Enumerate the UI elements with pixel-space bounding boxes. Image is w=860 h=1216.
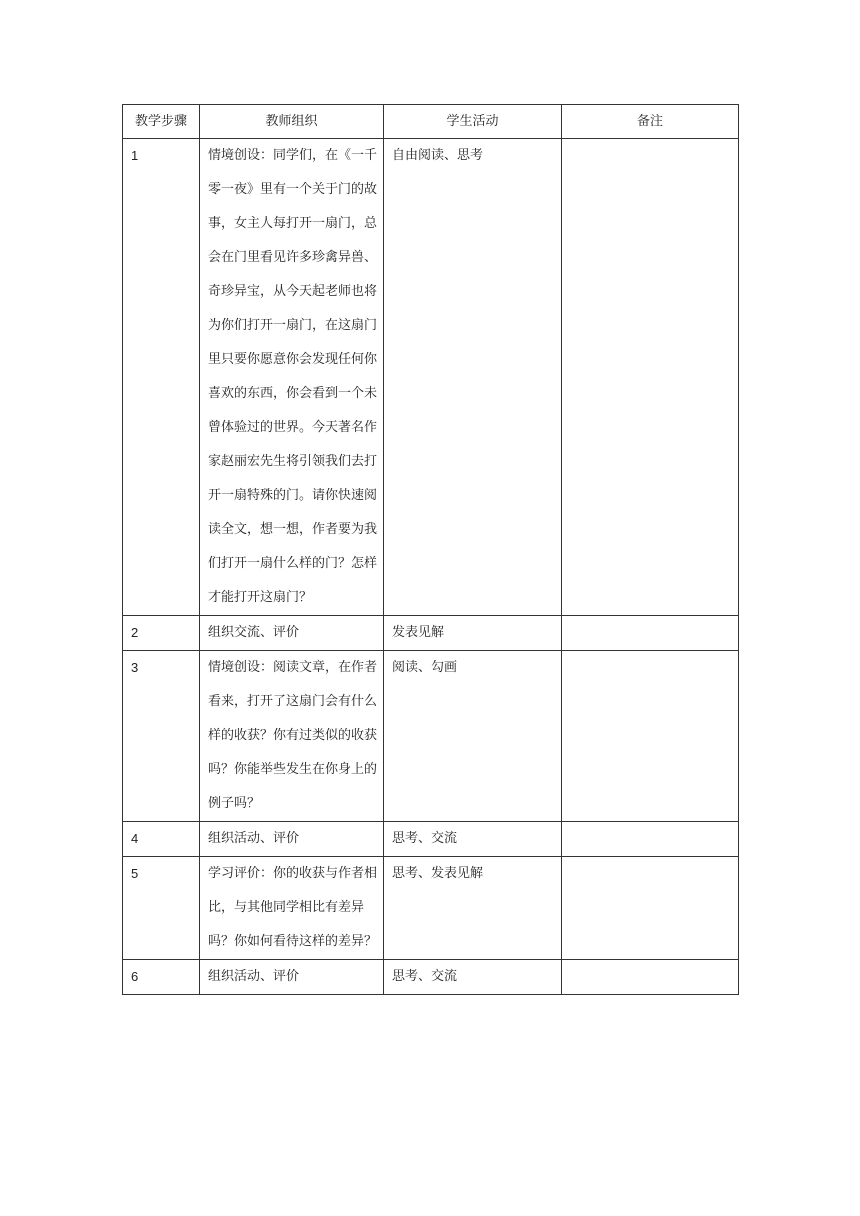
step-cell: 4 <box>123 822 200 857</box>
step-cell: 2 <box>123 616 200 651</box>
teacher-cell: 学习评价：你的收获与作者相比，与其他同学相比有差异吗？你如何看待这样的差异？ <box>200 857 384 960</box>
table-row <box>123 822 739 857</box>
header-teacher: 教师组织 <box>200 105 384 139</box>
student-cell: 发表见解 <box>384 616 562 651</box>
teacher-cell: 情境创设：同学们，在《一千零一夜》里有一个关于门的故事，女主人每打开一扇门，总会在门里看见许多珍禽异兽、奇珍异宝，从今天起老师也将为你们打开一扇门，在这扇门里只要你愿意你会发现任何你喜欢的东西，你会看到一个未曾体验过的世界。今天著名作家赵丽宏先生将引领我们去打开一扇特殊的门。请你快速阅读全文，想一想，作者要为我们打开一扇什么样的门？怎样才能打开这扇门？ <box>200 139 384 616</box>
step-cell: 5 <box>123 857 200 960</box>
table-row <box>123 857 739 960</box>
note-cell <box>562 822 739 857</box>
header-note: 备注 <box>562 105 739 139</box>
note-cell <box>562 139 739 616</box>
student-cell: 自由阅读、思考 <box>384 139 562 616</box>
table-row <box>123 651 739 822</box>
header-student: 学生活动 <box>384 105 562 139</box>
table-row <box>123 616 739 651</box>
note-cell <box>562 960 739 995</box>
teacher-cell: 组织活动、评价 <box>200 960 384 995</box>
step-cell: 6 <box>123 960 200 995</box>
student-cell: 思考、发表见解 <box>384 857 562 960</box>
student-cell: 阅读、勾画 <box>384 651 562 822</box>
table-row <box>123 960 739 995</box>
table-header-row <box>123 105 739 139</box>
lesson-plan-table <box>122 104 739 995</box>
student-cell: 思考、交流 <box>384 822 562 857</box>
step-cell: 1 <box>123 139 200 616</box>
table-row <box>123 139 739 616</box>
student-cell: 思考、交流 <box>384 960 562 995</box>
note-cell <box>562 857 739 960</box>
header-step: 教学步骤 <box>123 105 200 139</box>
teacher-cell: 组织活动、评价 <box>200 822 384 857</box>
teacher-cell: 组织交流、评价 <box>200 616 384 651</box>
teacher-cell: 情境创设：阅读文章，在作者看来，打开了这扇门会有什么样的收获？你有过类似的收获吗？你能举些发生在你身上的例子吗？ <box>200 651 384 822</box>
note-cell <box>562 616 739 651</box>
note-cell <box>562 651 739 822</box>
step-cell: 3 <box>123 651 200 822</box>
